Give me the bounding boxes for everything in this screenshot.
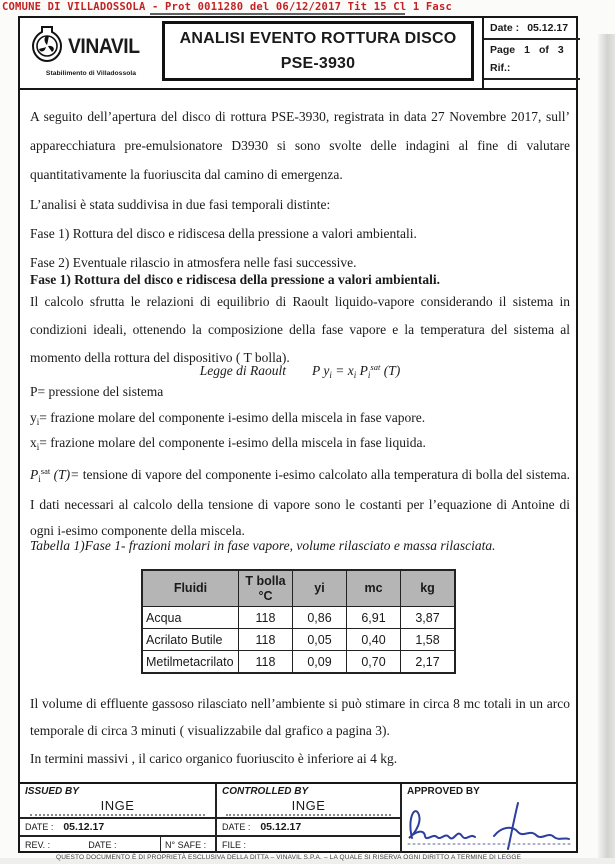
document-title-box: [162, 21, 474, 81]
definition-xi: $x_i=$ frazione molare del componente i-esimo della miscela in fase liquida.: [30, 435, 426, 452]
table-header-row: [143, 571, 455, 607]
document-page: [18, 16, 578, 853]
date-label: Date :: [490, 22, 520, 34]
approver-signature: [398, 796, 582, 854]
table-row: Acrilato Butile 118 0,05 0,40 1,58: [143, 629, 455, 651]
issued-date-label: DATE :: [25, 822, 54, 832]
col-header-mc: mc: [347, 571, 401, 607]
issued-by-label: ISSUED BY: [25, 786, 79, 797]
logo-subtitle: Stabilimento di Villadossola: [45, 70, 137, 77]
conclusion-p1: Il volume di effluente gassoso rilasciato nell’ambiente si può stimare in circa 8 mc totali in un arco temporale di circa 3 minuti ( visualizzabile dal grafico a pagina 3).: [30, 696, 570, 738]
controlled-date-cell: [215, 819, 400, 835]
signature-footer: [20, 782, 576, 853]
document-title-line1: ANALISI EVENTO ROTTURA DISCO: [179, 29, 457, 47]
table-row: Metilmetacrilato 118 0,09 0,70 2,17: [143, 651, 455, 673]
file-label: FILE :: [222, 840, 247, 850]
fase1-heading: Fase 1) Rottura del disco e ridiscesa della pressione a valori ambientali.: [30, 272, 440, 287]
col-header-tbolla: T bolla °C: [239, 571, 293, 607]
safe-cell: [160, 837, 215, 853]
rev-cell: [20, 837, 160, 853]
col-header-kg: kg: [401, 571, 455, 607]
controlled-by-cell: [215, 784, 400, 817]
approved-by-label: APPROVED BY: [407, 786, 480, 797]
intro-fase1-item: Fase 1) Rottura del disco e ridiscesa della pressione a valori ambientali.: [30, 226, 417, 241]
controlled-by-value: INGE: [226, 798, 391, 816]
intro-paragraph: A seguito dell’apertura del disco di rottura PSE-3930, registrata in data 27 Novembre 2017, sull’ apparecchiatura pre-emulsionatore D3930 si sono svolte delle indagini al fine di valutare quantitativamente la fuoriuscita dal camino di emergenza.: [30, 109, 570, 182]
issued-date-cell: [20, 819, 215, 835]
definition-p: P= pressione del sistema: [30, 384, 164, 399]
page-current: 1: [524, 44, 530, 56]
col-header-yi: yi: [293, 571, 347, 607]
cell-fluid: Acrilato Butile: [143, 629, 239, 651]
date-value: 05.12.17: [527, 22, 569, 34]
meta-divider: [484, 78, 580, 80]
intro-line2: L’analisi è stata suddivisa in due fasi temporali distinte:: [30, 197, 331, 212]
controlled-by-label: CONTROLLED BY: [222, 786, 309, 797]
document-title-line2: PSE-3930: [280, 54, 356, 72]
rev-date-label: DATE :: [88, 840, 117, 850]
table-caption: Tabella 1)Fase 1- frazioni molari in fase vapore, volume rilasciato e massa rilasciata.: [30, 538, 496, 553]
issued-by-cell: [20, 784, 215, 817]
cell-fluid: Acqua: [143, 607, 239, 629]
page-total: 3: [557, 44, 564, 56]
controlled-date-label: DATE :: [222, 822, 251, 832]
protocol-underline-artifact: [150, 13, 405, 15]
safe-label: N° SAFE :: [165, 840, 207, 850]
scan-edge-shadow: [598, 34, 615, 864]
logo-wordmark: VINAVIL: [68, 34, 140, 58]
definition-yi: $y_i=$ frazione molare del componente i-esimo della miscela in fase vapore.: [30, 410, 426, 427]
header-meta-block: [482, 18, 580, 90]
vinavil-flask-icon: [30, 25, 64, 68]
issued-date-value: 05.12.17: [63, 821, 105, 833]
file-cell: [215, 837, 400, 853]
fase1-results-table: [142, 570, 455, 673]
fase1-body: Il calcolo sfrutta le relazioni di equilibrio di Raoult liquido-vapore considerando il sistema in condizioni ideali, ottenendo la composizione della fase vapore e la temperatura del sistema al momento della rottura del dispositivo ( T bolla).: [30, 294, 570, 365]
table-row: Acqua 118 0,86 6,91 3,87: [143, 607, 455, 629]
approved-by-cell: [400, 784, 578, 853]
controlled-date-value: 05.12.17: [260, 821, 302, 833]
legal-disclaimer: QUESTO DOCUMENTO È DI PROPRIETÀ ESCLUSIVA DELLA DITTA – VINAVIL S.P.A. – LA QUALE SI RISERVA OGNI DIRITTO A TERMINE DI LEGGE: [56, 854, 522, 861]
rev-label: REV. :: [25, 840, 51, 850]
cell-fluid: Metilmetacrilato: [143, 651, 239, 673]
raoult-equation: Legge di Raoult P $y_i = x_i$ $P_i^{sat}$ (T): [199, 362, 401, 380]
company-logo: [30, 25, 158, 77]
rif-label: Rif.:: [490, 62, 511, 74]
equation-label: Legge di Raoult: [199, 363, 287, 378]
page-of-label: of: [538, 44, 549, 56]
col-header-fluidi: Fluidi: [143, 571, 239, 607]
definition-psat: $P_i^{sat}$ (T)= tensione di vapore del componente i-esimo calcolato alla temperatura di bolla del sistema. I dati necessari al calcolo della tensione di vapore sono le costanti per l’equazione di Antoine di ogni i-esimo componente della miscela.: [30, 466, 570, 538]
issued-by-value: INGE: [30, 798, 206, 816]
protocol-stamp: COMUNE DI VILLADOSSOLA - Prot 0011280 del 06/12/2017 Tit 15 Cl 1 Fasc: [2, 1, 452, 13]
intro-fase2-item: Fase 2) Eventuale rilascio in atmosfera nelle fasi successive.: [30, 255, 357, 270]
conclusion-p2: In termini massivi , il carico organico fuoriuscito è inferiore ai 4 kg.: [30, 751, 398, 766]
document-header: [20, 18, 576, 90]
page-label: Page: [490, 44, 516, 56]
